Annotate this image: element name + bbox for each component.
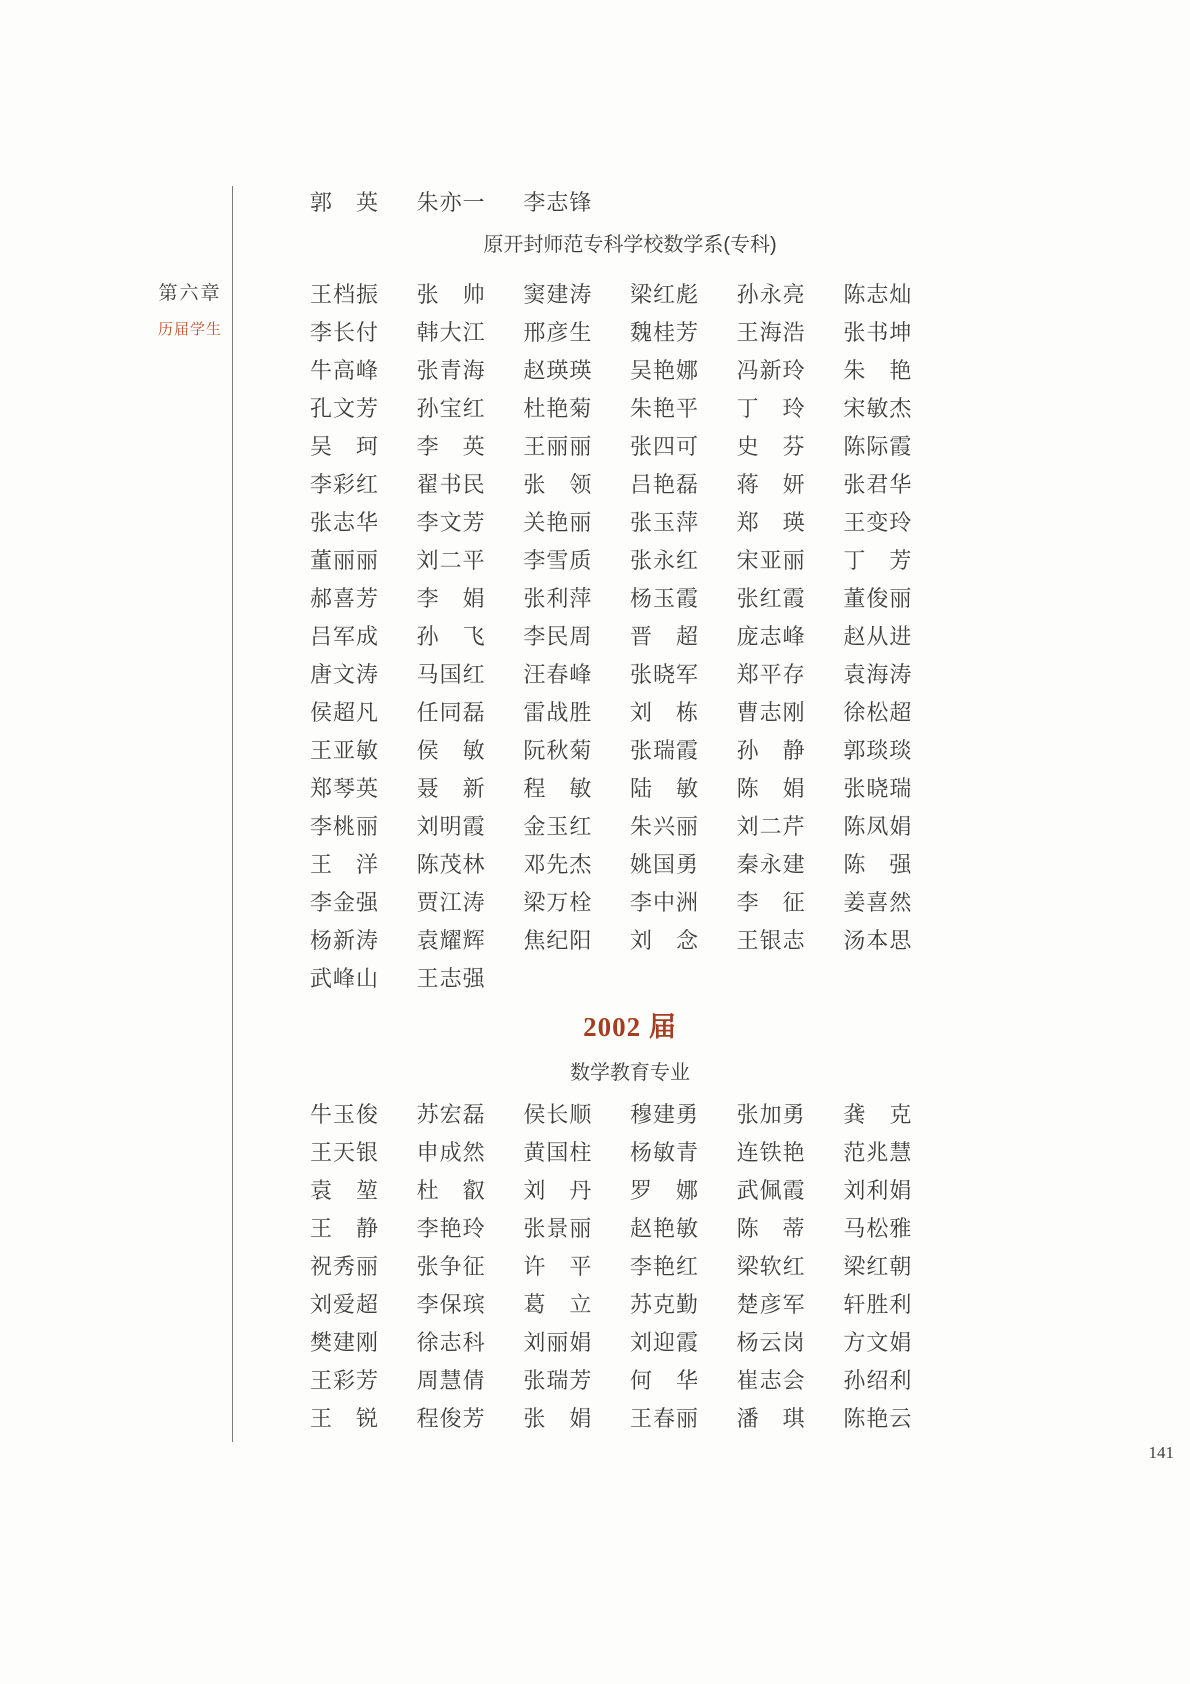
student-name: 郝喜芳 [310,586,380,611]
student-name: 张景丽 [523,1216,593,1241]
student-name: 穆建勇 [629,1102,699,1127]
student-name: 龚 克 [843,1102,913,1127]
student-name: 张永红 [629,548,699,573]
student-name: 孔文芳 [310,396,380,421]
student-name: 李志锋 [523,190,593,215]
student-name: 蒋 妍 [736,472,806,497]
student-name: 王春丽 [629,1406,699,1431]
student-name: 韩大江 [416,320,486,345]
student-name: 秦永建 [736,852,806,877]
student-name: 李艳红 [629,1254,699,1279]
student-name: 董俊丽 [843,586,913,611]
student-name: 侯长顺 [523,1102,593,1127]
student-name: 张玉萍 [629,510,699,535]
year-heading: 2002 届 [583,1012,677,1042]
student-name: 朱亦一 [416,190,486,215]
student-name: 侯 敏 [416,738,486,763]
student-name: 李 英 [416,434,486,459]
student-name: 范兆慧 [843,1140,913,1165]
student-name: 庞志峰 [736,624,806,649]
student-name: 焦纪阳 [523,928,593,953]
student-name: 邢彦生 [523,320,593,345]
student-name: 孙 静 [736,738,806,763]
student-name: 贾江涛 [416,890,486,915]
student-name: 汪春峰 [523,662,593,687]
student-name: 郭 英 [310,190,380,215]
student-name: 程 敏 [523,776,593,801]
student-name: 马松雅 [843,1216,913,1241]
student-name: 刘 丹 [523,1178,593,1203]
student-name: 赵艳敏 [629,1216,699,1241]
student-name: 冯新玲 [736,358,806,383]
student-name: 董丽丽 [310,548,380,573]
student-name: 李 娟 [416,586,486,611]
student-name: 周慧倩 [416,1368,486,1393]
student-name: 楚彦军 [736,1292,806,1317]
student-name: 张 领 [523,472,593,497]
student-name: 李艳玲 [416,1216,486,1241]
student-name: 王丽丽 [523,434,593,459]
student-name: 张晓军 [629,662,699,687]
student-name: 方文娟 [843,1330,913,1355]
student-name: 王银志 [736,928,806,953]
student-name: 黄国柱 [523,1140,593,1165]
student-name: 张四可 [629,434,699,459]
student-name: 丁 玲 [736,396,806,421]
student-name: 李中洲 [629,890,699,915]
student-name: 罗 娜 [629,1178,699,1203]
student-name: 徐松超 [843,700,913,725]
student-name: 杨云岗 [736,1330,806,1355]
student-name: 张 娟 [523,1406,593,1431]
student-name: 李桃丽 [310,814,380,839]
student-name: 连铁艳 [736,1140,806,1165]
student-name: 王 洋 [310,852,380,877]
student-name: 唐文涛 [310,662,380,687]
student-name: 陆 敏 [629,776,699,801]
student-name: 张红霞 [736,586,806,611]
student-name: 杨新涛 [310,928,380,953]
continued-names-row [310,188,950,226]
student-name: 刘 念 [629,928,699,953]
student-name: 孙绍利 [843,1368,913,1393]
student-name: 梁红彪 [629,282,699,307]
student-name: 宋亚丽 [736,548,806,573]
student-name: 丁 芳 [843,548,913,573]
student-name: 曹志刚 [736,700,806,725]
student-name: 张晓瑞 [843,776,913,801]
student-name: 魏桂芳 [629,320,699,345]
student-name: 陈艳云 [843,1406,913,1431]
student-name: 孙宝红 [416,396,486,421]
student-name: 陈志灿 [843,282,913,307]
student-name: 陈凤娟 [843,814,913,839]
student-name: 刘迎霞 [629,1330,699,1355]
student-name: 赵瑛瑛 [523,358,593,383]
student-name: 王档振 [310,282,380,307]
student-name: 刘明霞 [416,814,486,839]
student-name: 阮秋菊 [523,738,593,763]
student-name: 葛 立 [523,1292,593,1317]
student-name: 郑琴英 [310,776,380,801]
student-name: 何 华 [629,1368,699,1393]
student-name: 王变玲 [843,510,913,535]
student-name: 张加勇 [736,1102,806,1127]
student-name: 金玉红 [523,814,593,839]
graduates-name-grid-section1 [310,280,950,1002]
student-name: 陈茂林 [416,852,486,877]
student-name: 袁海涛 [843,662,913,687]
student-name: 郑 瑛 [736,510,806,535]
margin-divider-line [232,186,233,1442]
student-name: 关艳丽 [523,510,593,535]
student-name: 梁红朝 [843,1254,913,1279]
student-name: 陈 强 [843,852,913,877]
student-name: 赵从进 [843,624,913,649]
student-name: 刘二芹 [736,814,806,839]
student-name: 吴艳娜 [629,358,699,383]
student-name: 刘 栋 [629,700,699,725]
student-name: 徐志科 [416,1330,486,1355]
student-name: 聂 新 [416,776,486,801]
student-name: 许 平 [523,1254,593,1279]
student-name: 陈际霞 [843,434,913,459]
student-name: 樊建刚 [310,1330,380,1355]
student-name: 吕艳磊 [629,472,699,497]
student-name: 牛玉俊 [310,1102,380,1127]
student-name: 朱艳平 [629,396,699,421]
student-name: 张利萍 [523,586,593,611]
student-name: 刘利娟 [843,1178,913,1203]
student-name: 刘二平 [416,548,486,573]
major-heading: 数学教育专业 [570,1062,690,1084]
student-name: 牛高峰 [310,358,380,383]
student-name: 袁 堃 [310,1178,380,1203]
student-name: 李保瑸 [416,1292,486,1317]
student-name: 吕军成 [310,624,380,649]
student-name: 张 帅 [416,282,486,307]
student-name: 史 芬 [736,434,806,459]
student-name: 武佩霞 [736,1178,806,1203]
student-name: 杨玉霞 [629,586,699,611]
student-name: 马国红 [416,662,486,687]
page-number: 141 [1148,1443,1174,1462]
student-name: 窦建涛 [523,282,593,307]
student-name: 李雪质 [523,548,593,573]
student-name: 邓先杰 [523,852,593,877]
student-name: 杨敏青 [629,1140,699,1165]
student-name: 吴 珂 [310,434,380,459]
student-name: 朱 艳 [843,358,913,383]
student-name: 晋 超 [629,624,699,649]
student-name: 王亚敏 [310,738,380,763]
student-name: 李 征 [736,890,806,915]
student-name: 雷战胜 [523,700,593,725]
student-name: 袁耀辉 [416,928,486,953]
student-name: 王海浩 [736,320,806,345]
student-name: 梁软红 [736,1254,806,1279]
student-name: 李金强 [310,890,380,915]
student-name: 苏宏磊 [416,1102,486,1127]
student-name: 刘爱超 [310,1292,380,1317]
student-name: 武峰山 [310,966,380,991]
chapter-label: 第六章 [158,283,222,304]
student-name: 李民周 [523,624,593,649]
student-name: 郭琰琰 [843,738,913,763]
student-name: 张书坤 [843,320,913,345]
student-name: 张瑞芳 [523,1368,593,1393]
student-name: 宋敏杰 [843,396,913,421]
student-name: 郑平存 [736,662,806,687]
student-name: 任同磊 [416,700,486,725]
student-name: 李长付 [310,320,380,345]
student-name: 李文芳 [416,510,486,535]
student-name: 王天银 [310,1140,380,1165]
student-name: 王 锐 [310,1406,380,1431]
student-name: 轩胜利 [843,1292,913,1317]
student-name: 杜艳菊 [523,396,593,421]
chapter-sidebar [146,278,234,339]
student-name: 刘丽娟 [523,1330,593,1355]
student-name: 张君华 [843,472,913,497]
student-name: 杜 叡 [416,1178,486,1203]
department-heading: 原开封师范专科学校数学系(专科) [483,234,777,256]
student-name: 程俊芳 [416,1406,486,1431]
student-name: 李彩红 [310,472,380,497]
chapter-subtitle: 历届学生 [157,322,222,338]
student-name: 崔志会 [736,1368,806,1393]
student-name: 姚国勇 [629,852,699,877]
student-name: 翟书民 [416,472,486,497]
student-name: 张志华 [310,510,380,535]
student-name: 张青海 [416,358,486,383]
student-name: 孙 飞 [416,624,486,649]
student-name: 陈 娟 [736,776,806,801]
graduates-name-grid-2002 [310,1100,950,1442]
student-name: 梁万栓 [523,890,593,915]
student-name: 申成然 [416,1140,486,1165]
student-name: 陈 蒂 [736,1216,806,1241]
student-name: 王彩芳 [310,1368,380,1393]
student-name: 王 静 [310,1216,380,1241]
student-name: 潘 琪 [736,1406,806,1431]
student-name: 姜喜然 [843,890,913,915]
student-name: 孙永亮 [736,282,806,307]
student-name: 朱兴丽 [629,814,699,839]
student-name: 王志强 [416,966,486,991]
student-name: 汤本思 [843,928,913,953]
student-name: 张瑞霞 [629,738,699,763]
student-name: 苏克勤 [629,1292,699,1317]
student-name: 张争征 [416,1254,486,1279]
student-name: 祝秀丽 [310,1254,380,1279]
student-name: 侯超凡 [310,700,380,725]
